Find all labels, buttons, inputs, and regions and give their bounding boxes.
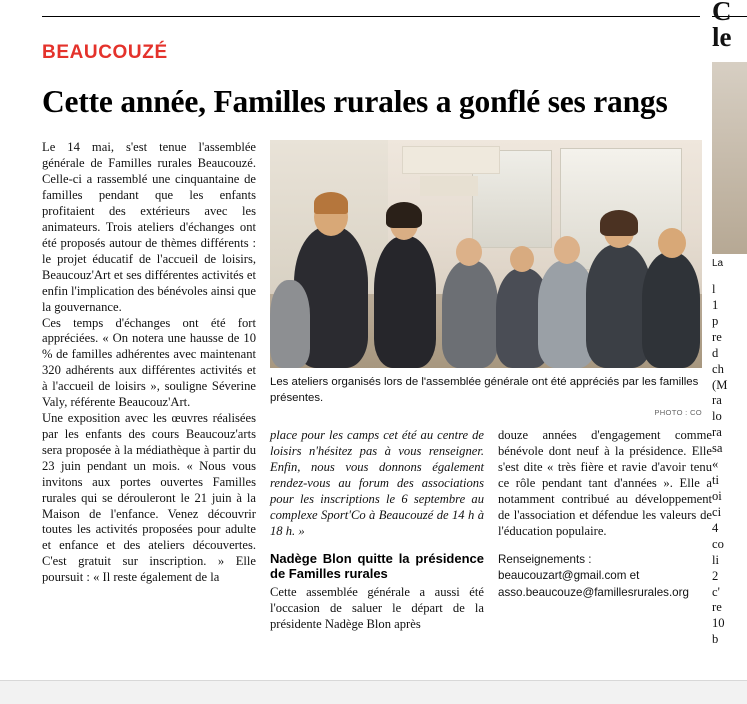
lead-paragraph-3: Une exposition avec les œuvres réalisées par les enfants des cours Beaucouz'arts sera proposée à la médiathèque à partir du 23 juin pendant un mois. « Nous vous invitons aux portes ouvertes Familles rurales qui se dérouleront le 21 juin à la Maison de l'enfance. Venez découvrir toutes les activités proposées pour adulte et enfance et des ateliers découvertes. C'est gratuit sur inscription. » Elle poursuit : « Il reste également de la (42, 411, 256, 585)
sliver-line: re (712, 600, 722, 615)
lower-column-2 (270, 428, 484, 632)
page-footer-area (0, 681, 747, 704)
sliver-photo (712, 62, 747, 254)
sliver-line: ra (712, 393, 722, 408)
sliver-line: ch (712, 361, 724, 376)
article-subhead: Nadège Blon quitte la présidence de Familles rurales (270, 550, 484, 582)
sliver-line: 2 (712, 568, 719, 583)
sliver-body (712, 282, 747, 648)
article-photo (270, 140, 702, 368)
article-headline: Cette année, Familles rurales a gonflé ses rangs (42, 84, 668, 119)
sliver-line: ti (712, 473, 719, 488)
sliver-line: co (712, 536, 724, 551)
sliver-line: 10 (712, 616, 725, 631)
sliver-line: sa (712, 441, 723, 456)
sliver-line: 1 (712, 297, 719, 312)
sliver-line: li (712, 552, 719, 567)
lead-paragraph-2: Ces temps d'échanges ont été fort appréciées. « On notera une hausse de 10 % de familles adhérentes avec maintenant 320 adhérents aux différentes activités et à l'accueil de loisirs », souligne Séverine Valy, référente Beaucouz'Art. (42, 315, 256, 410)
sliver-line: 4 (712, 520, 719, 535)
sliver-line: ci (712, 504, 722, 519)
contact-label: Renseignements : (498, 552, 592, 566)
column3-paragraph-1: douze années d'engagement comme bénévole dont neuf à la présidence. Elle s'est dite « très fière et ravie d'avoir tenu ce rôle pendant tant d'années ». Elle a notamment contribué au développement de l'association et défendue les valeurs de l'éducation populaire. (498, 428, 712, 538)
sliver-headline-line-2: le (712, 22, 732, 52)
sliver-line: oi (712, 488, 722, 503)
sliver-headline-line-1: C (712, 0, 732, 26)
sliver-line: p (712, 313, 719, 328)
lead-paragraph-1: Le 14 mai, s'est tenue l'assemblée générale de Familles rurales Beaucouzé. Celle-ci a rassemblé une cinquantaine de familles pendant que les enfants profitaient des extérieurs avec les animateurs. Trois ateliers d'échanges ont été proposés autour de thèmes différents : le projet éducatif de l'accueil de loisirs, Beaucouz'Art et ses différentes activités et enfin l'implication des bénévoles ainsi que la gouvernance. (42, 140, 256, 314)
lower-columns (42, 428, 712, 668)
contact-block (498, 552, 712, 601)
sliver-line: ra (712, 425, 722, 440)
column2-paragraph-1: place pour les camps cet été au centre de loisirs n'hésitez pas à vous renseigner. Enfin, nous vous donnons également rendez-vous au forum des associations pour les inscriptions le 6 septembre au complexe Sport'Co à Beaucouzé de 14 h à 18 h. » (270, 428, 484, 538)
main-article (42, 16, 712, 668)
sliver-line: re (712, 329, 722, 344)
contact-email-1[interactable]: beaucouzart@gmail.com et (498, 569, 640, 583)
sliver-line: l (712, 282, 716, 296)
sliver-line: (M (712, 377, 728, 392)
sliver-line: lo (712, 409, 722, 424)
sliver-line: d (712, 345, 719, 360)
photo-caption: Les ateliers organisés lors de l'assemblée générale ont été appréciés par les familles présentes. (270, 376, 699, 404)
contact-email-2[interactable]: asso.beaucouze@famillesrurales.org (498, 585, 689, 599)
lower-column-3 (498, 428, 712, 601)
sliver-line: « (712, 457, 719, 472)
photo-block (270, 140, 702, 416)
sliver-line: b (712, 632, 719, 647)
photo-credit: PHOTO : CO (654, 407, 702, 417)
sliver-caption: La (712, 258, 724, 269)
article-kicker: BEAUCOUZÉ (42, 42, 168, 63)
column2-paragraph-2: Cette assemblée générale a aussi été l'occasion de saluer le départ de la présidente Nadège Blon après (270, 585, 484, 631)
sliver-line: c' (712, 584, 720, 599)
adjacent-article-sliver (712, 0, 747, 680)
